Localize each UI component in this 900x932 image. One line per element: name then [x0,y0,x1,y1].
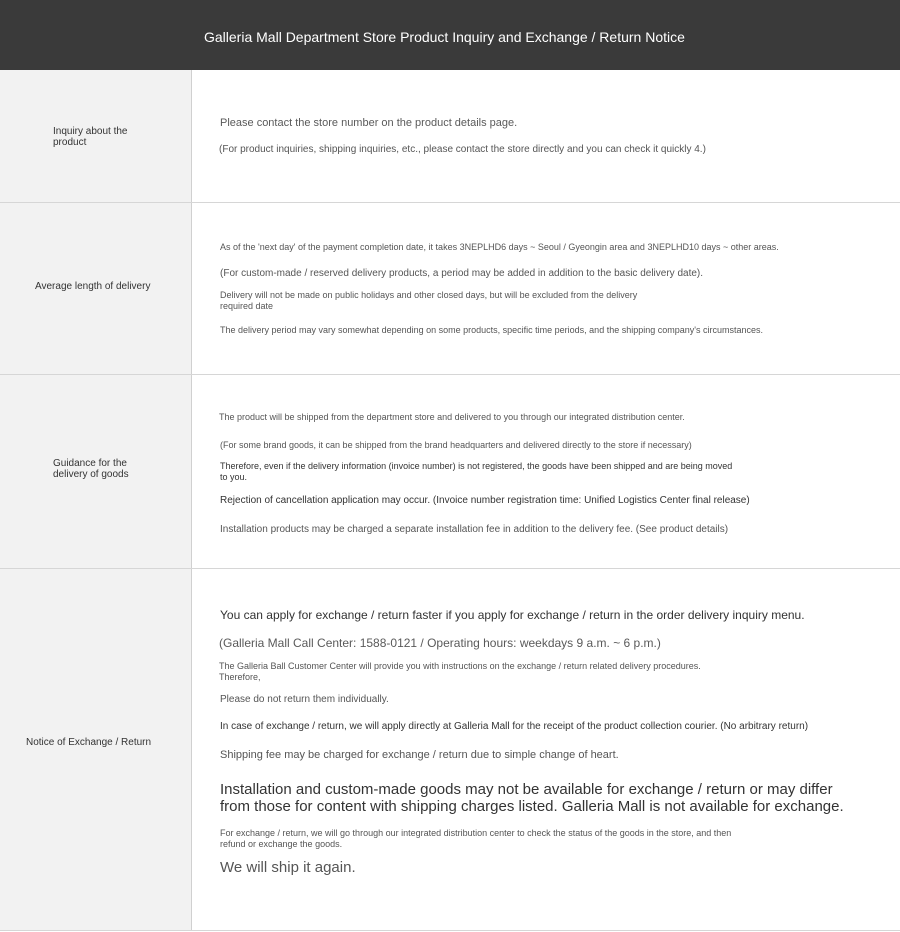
section-label [53,126,128,148]
content-line: Rejection of cancellation application may occur. (Invoice number registration time: Unified Logistics Center final release) [220,495,750,506]
content-line: The product will be shipped from the department store and delivered to you through our integrated distribution center. [219,412,685,422]
page-title: Galleria Mall Department Store Product Inquiry and Exchange / Return Notice [204,29,685,45]
section-label-line: product [53,137,87,148]
section-label-line: Inquiry about the [53,126,128,137]
content-line: (For some brand goods, it can be shipped from the brand headquarters and delivered directly to the store if necessary) [220,440,692,450]
page-header [0,0,900,70]
content-line: Shipping fee may be charged for exchange / return due to simple change of heart. [220,749,619,761]
content-line: For exchange / return, we will go through our integrated distribution center to check the status of the goods in the store, and then [220,828,732,838]
section-label [26,737,151,748]
section-product-inquiry [0,70,900,203]
content-line: Please do not return them individually. [220,694,389,705]
content-line: Please contact the store number on the product details page. [220,117,518,129]
content-line: Therefore, even if the delivery information (invoice number) is not registered, the goods have been shipped and are being moved [220,461,733,471]
content-line: to you. [220,472,248,482]
section-content [192,375,900,568]
content-line: The Galleria Ball Customer Center will provide you with instructions on the exchange / return related delivery procedures. [219,661,701,671]
section-content [192,70,900,202]
content-line: You can apply for exchange / return faster if you apply for exchange / return in the order delivery inquiry menu. [220,608,805,622]
content-line: refund or exchange the goods. [220,839,343,849]
content-line: from those for content with shipping charges listed. Galleria Mall is not available for exchange. [220,798,844,815]
section-label-cell [0,375,192,568]
section-label-line: Notice of Exchange / Return [26,737,152,748]
content-line: required date [220,301,274,311]
section-content [192,203,900,374]
content-line: Installation and custom-made goods may not be available for exchange / return or may differ [220,781,833,798]
section-label-line: Guidance for the [53,458,127,469]
section-label-cell [0,70,192,202]
content-line: Therefore, [219,672,261,682]
section-label [53,458,129,480]
section-exchange-return [0,569,900,931]
section-label-line: delivery of goods [53,469,129,480]
content-line: We will ship it again. [220,859,356,876]
content-line: Installation products may be charged a separate installation fee in addition to the delivery fee. (See product details) [220,524,729,535]
section-label-line: Average length of delivery [35,281,151,292]
section-delivery-length [0,203,900,375]
content-line: In case of exchange / return, we will apply directly at Galleria Mall for the receipt of the product collection courier. (No arbitrary return) [220,721,809,732]
content-line: Delivery will not be made on public holidays and other closed days, but will be excluded from the delivery [220,290,638,300]
content-line: (For product inquiries, shipping inquiries, etc., please contact the store directly and you can check it quickly 4.) [219,144,706,155]
content-line: As of the 'next day' of the payment completion date, it takes 3NEPLHD6 days ~ Seoul / Gyeongin area and 3NEPLHD10 days ~ other areas. [220,242,779,252]
content-line: (For custom-made / reserved delivery products, a period may be added in addition to the basic delivery date). [220,268,704,279]
section-delivery-guidance [0,375,900,569]
section-content [192,569,900,930]
section-label-cell [0,203,192,374]
section-label [35,281,150,292]
content-line: The delivery period may vary somewhat depending on some products, specific time periods, and the shipping company's circumstances. [220,325,763,335]
section-label-cell [0,569,192,930]
content-line: (Galleria Mall Call Center: 1588-0121 / Operating hours: weekdays 9 a.m. ~ 6 p.m.) [219,636,661,650]
